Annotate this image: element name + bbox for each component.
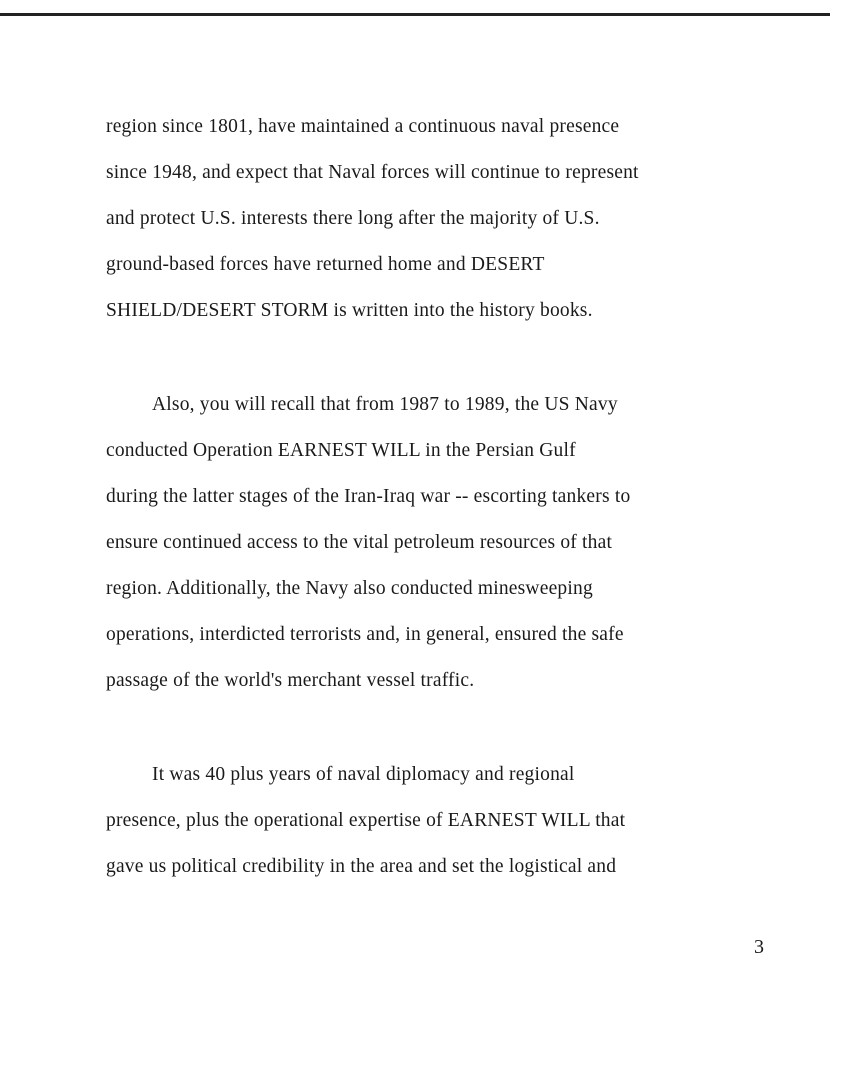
text-line: passage of the world's merchant vessel traffic.: [106, 670, 475, 691]
text-line: Also, you will recall that from 1987 to 1989, the US Navy: [152, 394, 618, 415]
text-line: gave us political credibility in the area and set the logistical and: [106, 856, 617, 877]
text-line: region. Additionally, the Navy also conducted minesweeping: [106, 578, 593, 599]
text-line: ground-based forces have returned home and DESERT: [106, 254, 545, 275]
text-line: operations, interdicted terrorists and, in general, ensured the safe: [106, 624, 624, 645]
text-line: conducted Operation EARNEST WILL in the Persian Gulf: [106, 440, 576, 461]
text-line: since 1948, and expect that Naval forces will continue to represent: [106, 162, 639, 183]
text-line: presence, plus the operational expertise of EARNEST WILL that: [106, 810, 626, 831]
text-line: region since 1801, have maintained a continuous naval presence: [106, 116, 620, 137]
text-line: ensure continued access to the vital petroleum resources of that: [106, 532, 613, 553]
top-rule: [0, 13, 830, 16]
page-number: 3: [754, 936, 764, 958]
text-line: and protect U.S. interests there long after the majority of U.S.: [106, 208, 600, 229]
text-line: SHIELD/DESERT STORM is written into the history books.: [106, 300, 593, 321]
text-line: during the latter stages of the Iran-Iraq war -- escorting tankers to: [106, 486, 631, 507]
text-line: It was 40 plus years of naval diplomacy and regional: [152, 764, 575, 785]
